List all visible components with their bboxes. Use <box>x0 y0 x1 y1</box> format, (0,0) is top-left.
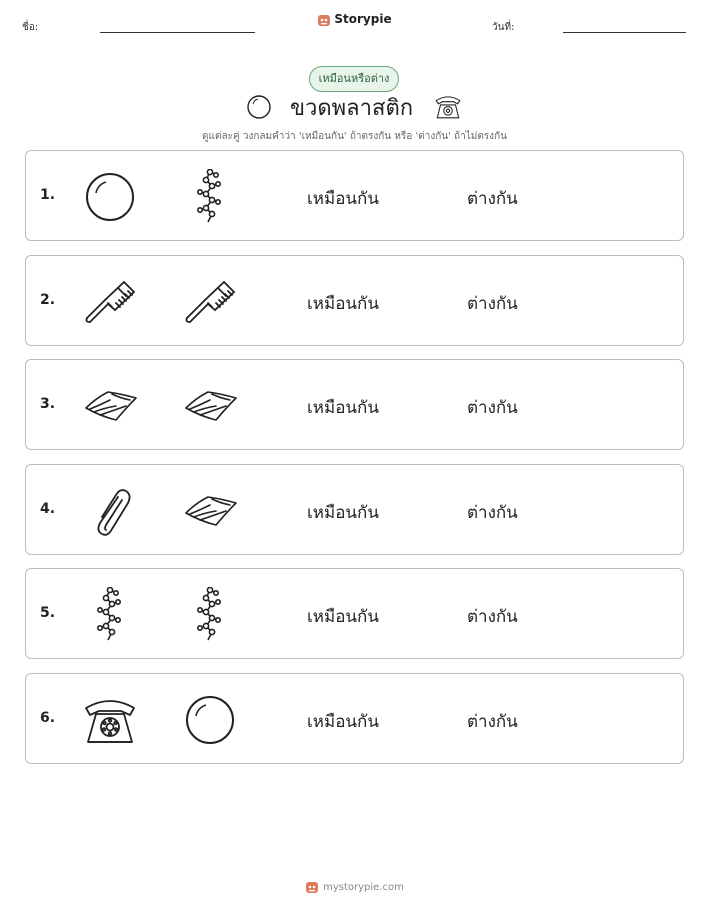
option-different[interactable]: ต่างกัน <box>467 293 518 314</box>
bubble-icon <box>182 692 238 748</box>
exercise-row <box>25 673 684 764</box>
row-number: 5. <box>40 605 56 621</box>
molecule-icon <box>182 587 238 643</box>
name-line[interactable] <box>100 32 255 33</box>
molecule-icon <box>182 169 238 225</box>
option-different[interactable]: ต่างกัน <box>467 711 518 732</box>
molecule-icon <box>82 587 138 643</box>
brand-name: Storypie <box>334 12 392 26</box>
footer-url: mystorypie.com <box>323 882 404 893</box>
option-same[interactable]: เหมือนกัน <box>307 711 379 732</box>
storypie-logo-icon <box>317 13 331 27</box>
option-different[interactable]: ต่างกัน <box>467 189 518 209</box>
option-same[interactable]: เหมือนกัน <box>307 607 379 627</box>
date-label: วันที่: <box>492 22 515 33</box>
option-same[interactable]: เหมือนกัน <box>307 398 379 418</box>
instruction: ดูแต่ละคู่ วงกลมคำว่า 'เหมือนกัน' ถ้าตรงกัน หรือ 'ต่างกัน' ถ้าไม่ตรงกัน <box>202 131 507 142</box>
row-number: 2. <box>40 291 56 308</box>
exercise-row <box>25 255 684 346</box>
row-number: 4. <box>40 500 56 517</box>
option-same[interactable]: เหมือนกัน <box>307 502 379 523</box>
plastic-bag-icon <box>82 378 138 434</box>
bubble-icon <box>245 93 273 121</box>
name-label: ชื่อ: <box>22 22 39 33</box>
date-line[interactable] <box>563 32 686 33</box>
comb-icon <box>182 274 238 330</box>
exercise-row <box>25 464 684 555</box>
exercise-row <box>25 568 684 659</box>
page-title: ขวดพลาสติก <box>290 96 414 121</box>
storypie-logo-icon <box>305 880 319 894</box>
comb-icon <box>82 274 138 330</box>
option-same[interactable]: เหมือนกัน <box>307 293 379 314</box>
footer <box>0 880 709 894</box>
plastic-bag-icon <box>182 483 238 539</box>
option-different[interactable]: ต่างกัน <box>467 502 518 523</box>
option-same[interactable]: เหมือนกัน <box>307 189 379 209</box>
telephone-icon <box>433 91 463 121</box>
paperclip-icon <box>82 483 138 539</box>
exercise-row <box>25 150 684 241</box>
row-number: 1. <box>40 187 56 203</box>
row-number: 3. <box>40 396 56 412</box>
title-row <box>0 90 709 124</box>
bubble-icon <box>82 169 138 225</box>
option-different[interactable]: ต่างกัน <box>467 607 518 627</box>
exercise-row <box>25 359 684 450</box>
worksheet-type-badge: เหมือนหรือต่าง <box>309 66 399 92</box>
plastic-bag-icon <box>182 378 238 434</box>
option-different[interactable]: ต่างกัน <box>467 398 518 418</box>
row-number: 6. <box>40 709 56 726</box>
telephone-icon <box>82 692 138 748</box>
brand <box>0 12 709 27</box>
